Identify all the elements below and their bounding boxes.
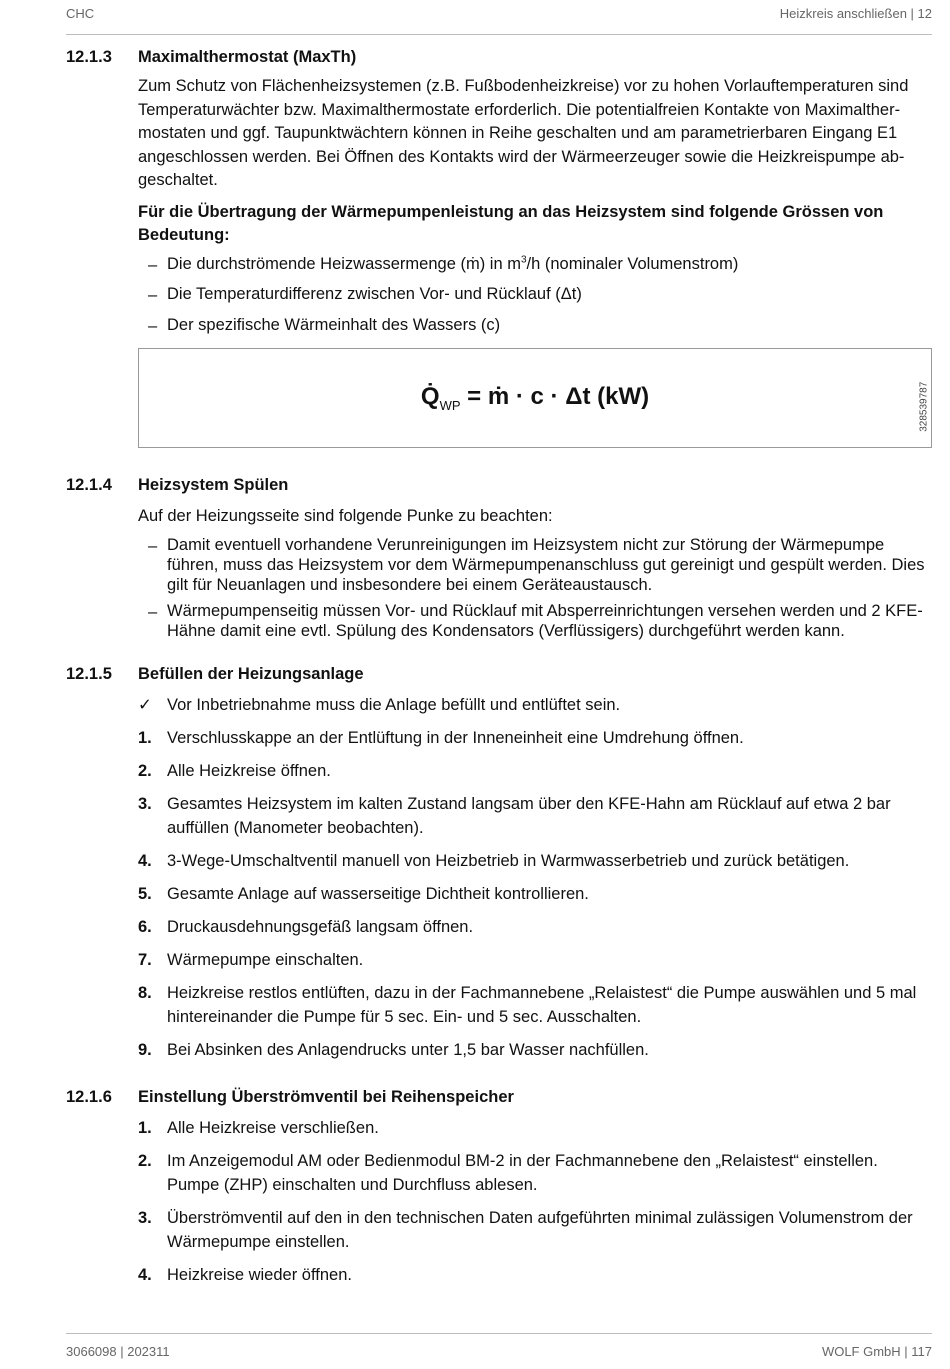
dash-marker: – [148, 602, 158, 621]
bold-paragraph: Für die Übertragung der Wärmepumpenleistung an das Heizsystem sind folgende Grössen von Bedeutung: [138, 202, 884, 244]
section-heading [66, 44, 932, 70]
step-number: 6. [138, 917, 152, 936]
list-item [138, 254, 932, 278]
section-title: Heizsystem Spülen [138, 476, 289, 494]
step-number: 2. [138, 761, 152, 780]
header-product: CHC [66, 6, 95, 21]
dash-marker: – [148, 286, 158, 304]
step-number: 8. [138, 983, 152, 1002]
section-12-1-3 [66, 44, 932, 448]
formula-box [138, 348, 932, 448]
step-number: 1. [138, 728, 152, 747]
step-item [138, 882, 932, 906]
section-title: Einstellung Überströmventil bei Reihenspeicher [138, 1087, 514, 1106]
figure-code: 328539787 [918, 381, 930, 432]
step-number: 2. [138, 1151, 152, 1170]
step-item [138, 1116, 932, 1140]
section-12-1-6 [66, 1084, 932, 1287]
header-rule [66, 34, 932, 35]
footer-doc-number: 3066098 | 202311 [66, 1344, 170, 1359]
step-text: Heizkreise restlos entlüften, dazu in der Fachmannebene „Relaistest“ die Pumpe auswählen und 5 mal hintereinander die Pumpe für 5 sec. Ein- und 5 sec. Ausschalten. [167, 983, 917, 1026]
list-item-text: Die durchströmende Heizwassermenge (ṁ) in $m^3/h$ (nominaler Volumenstrom) [167, 254, 739, 273]
footer-rule [66, 1333, 932, 1334]
section-title: Maximalthermostat (MaxTh) [138, 48, 357, 66]
step-item [138, 948, 932, 972]
section-number: 12.1.5 [66, 664, 112, 683]
footer-page: WOLF GmbH | 117 [821, 1344, 932, 1359]
step-number: 4. [138, 851, 152, 870]
list-item-text: Wärmepumpenseitig müssen Vor- und Rücklauf mit Absperreinrichtungen versehen werden und 2 KFE-Hähne damit eine evtl. Spülung des Kondensators (Verflüssigers) durchgeführt werden kann. [167, 601, 923, 640]
list-item [138, 535, 932, 595]
step-text: Heizkreise wieder öffnen. [167, 1265, 352, 1284]
formula: $Q̇_{WP}$ = ṁ · c · Δt (kW) [420, 383, 650, 413]
section-heading [66, 472, 932, 498]
step-text: 3-Wege-Umschaltventil manuell von Heizbetrieb in Warmwasserbetrieb und zurück betätigen. [167, 851, 850, 870]
step-text: Wärmepumpe einschalten. [167, 950, 364, 969]
step-text: Überströmventil auf den in den technischen Daten aufgeführten minimal zulässigen Volumenstrom der Wärmepumpe einstellen. [167, 1208, 913, 1251]
step-item [138, 726, 932, 750]
step-text: Bei Absinken des Anlagendrucks unter 1,5 bar Wasser nachfüllen. [167, 1040, 649, 1059]
step-text: Im Anzeigemodul AM oder Bedienmodul BM-2 in der Fachmannebene den „Relaistest“ einstellen. Pumpe (ZHP) einschalten und Durchfluss ablesen. [167, 1151, 878, 1194]
step-number: 7. [138, 950, 152, 969]
step-item [138, 1206, 932, 1254]
precondition [138, 693, 932, 717]
dash-marker: – [148, 536, 158, 555]
step-item [138, 1038, 932, 1062]
paragraph: Auf der Heizungsseite sind folgende Punke zu beachten: [138, 507, 553, 525]
section-number: 12.1.6 [66, 1087, 112, 1106]
list-item [138, 284, 932, 308]
section-12-1-5 [66, 661, 932, 1062]
page-content [66, 44, 932, 1287]
paragraph: Zum Schutz von Flächenheizsystemen (z.B. Fußbodenheizkreise) vor zu hohen Vorlauftemperaturen sind Temperaturwächter bzw. Maximalthermostate erforderlich. Die potentialfreien Kontakte von Maximalther-mostaten und ggf. Taupunktwächtern können in Reihe geschalten und am parametrierbaren Eingang E1 angeschlossen werden. Bei Öffnen des Kontakts wird der Wärmeerzeuger sowie die Heizkreispumpe ab-geschaltet. [138, 77, 909, 189]
step-text: Gesamte Anlage auf wasserseitige Dichtheit kontrollieren. [167, 884, 589, 903]
section-title: Befüllen der Heizungsanlage [138, 664, 364, 683]
step-number: 3. [138, 1208, 152, 1227]
step-item [138, 981, 932, 1029]
step-number: 4. [138, 1265, 152, 1284]
step-number: 3. [138, 794, 152, 813]
step-text: Verschlusskappe an der Entlüftung in der Inneneinheit eine Umdrehung öffnen. [167, 728, 744, 747]
step-item [138, 849, 932, 873]
section-heading [66, 1084, 932, 1110]
step-item [138, 1263, 932, 1287]
list-item-text: Der spezifische Wärmeinhalt des Wassers (c) [167, 315, 501, 334]
step-number: 1. [138, 1118, 152, 1137]
precondition-text: Vor Inbetriebnahme muss die Anlage befüllt und entlüftet sein. [167, 695, 621, 714]
section-number: 12.1.4 [66, 476, 112, 494]
header-chapter: Heizkreis anschließen | 12 [779, 6, 932, 21]
step-item [138, 792, 932, 840]
section-heading [66, 661, 932, 687]
step-item [138, 759, 932, 783]
step-number: 5. [138, 884, 152, 903]
dash-marker: – [148, 316, 158, 335]
step-item [138, 915, 932, 939]
step-number: 9. [138, 1040, 152, 1059]
list-item [138, 601, 932, 641]
step-text: Druckausdehnungsgefäß langsam öffnen. [167, 917, 474, 936]
step-text: Alle Heizkreise verschließen. [167, 1118, 379, 1137]
list-item-text: Die Temperaturdifferenz zwischen Vor- und Rücklauf (Δt) [167, 285, 582, 303]
section-12-1-4 [66, 472, 932, 641]
list-item-text: Damit eventuell vorhandene Verunreinigungen im Heizsystem nicht zur Störung der Wärmepumpe führen, muss das Heizsystem vor dem Wärmepumpenanschluss gut gereinigt und gespült werden. Dies gilt für Neuanlagen und insbesondere bei einem Geräteaustausch. [167, 535, 925, 594]
check-icon: ✓ [138, 695, 152, 714]
step-text: Gesamtes Heizsystem im kalten Zustand langsam über den KFE-Hahn am Rücklauf auf etwa 2 bar auffüllen (Manometer beobachten). [167, 794, 891, 837]
section-number: 12.1.3 [66, 48, 112, 66]
dash-marker: – [148, 255, 158, 274]
list-item [138, 315, 932, 339]
step-item [138, 1149, 932, 1197]
step-text: Alle Heizkreise öffnen. [167, 761, 331, 780]
